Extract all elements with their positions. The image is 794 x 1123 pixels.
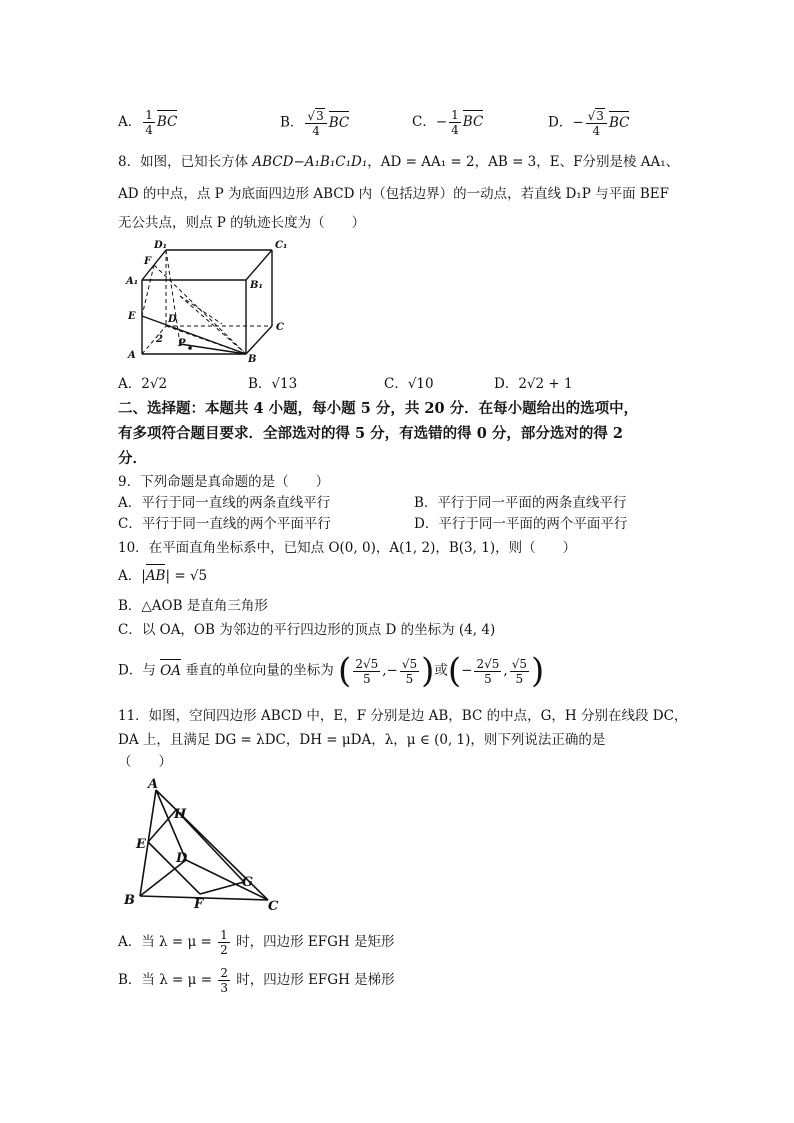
q7-option-c: C．− $\frac{1}{4}$ BC [412,108,484,137]
q11-label-h: H [174,807,187,822]
q9-option-b: B．平行于同一平面的两条直线平行 [414,495,627,511]
q8-label-f: F [144,256,152,267]
q11-label-g: G [242,875,254,890]
q8-stem-line1: 8．如图，已知长方体 ABCD−A₁B₁C₁D₁，AD = AA₁ = 2，AB = 3，E、F分别是棱 AA₁、 [118,154,680,170]
q8-label-d: D [168,314,177,325]
q8-option-c: C．√10 [384,376,434,392]
q10-option-c: C．以 OA，OB 为邻边的平行四边形的顶点 D 的坐标为 (4, 4) [118,622,496,638]
q11-label-c: C [268,899,279,914]
q8-label-2: 2 [156,334,163,345]
q8-label-a1: A₁ [126,276,139,287]
q8-label-c: C [276,322,284,333]
q11-label-b: B [124,893,135,908]
section2-line1: 二、选择题：本题共 4 小题，每小题 5 分，共 20 分．在每小题给出的选项中， [118,400,639,417]
q11-option-a: A．当 λ = μ = $\frac{1}{2}$ 时，四边形 EFGH 是矩形 [118,928,395,957]
q10-option-a: A．|AB| = √5 [118,568,208,584]
q8-option-b: B．√13 [248,376,298,392]
q10-option-b: B．△AOB 是直角三角形 [118,598,268,614]
q8-label-b: B [248,354,257,365]
q9-option-c: C．平行于同一直线的两个平面平行 [118,516,331,532]
q8-label-d1: D₁ [154,240,168,251]
section2-line2: 有多项符合题目要求．全部选对的得 5 分，有选错的得 0 分，部分选对的得 2 [118,425,624,442]
q9-option-a: A．平行于同一直线的两条直线平行 [118,495,331,511]
q8-stem-line2: AD 的中点，点 P 为底面四边形 ABCD 内（包括边界）的一动点，若直线 D₁P 与平面 BEF [118,186,670,202]
q11-stem-line2: DA 上，且满足 DG = λDC，DH = μDA，λ，μ ∈ (0, 1)，则下列说法正确的是 [118,732,606,748]
q8-label-p: P [178,338,186,349]
q11-option-b: B．当 λ = μ = $\frac{2}{3}$ 时，四边形 EFGH 是梯形 [118,966,395,995]
q7-option-d: D．− $\frac{√3}{4}$ BC [548,109,630,138]
q11-tetrahedron-figure [118,776,288,916]
q9-option-d: D．平行于同一平面的两个平面平行 [414,516,628,532]
q7-option-a: A． $\frac{1}{4}$ BC [118,108,178,137]
q8-point-p-dot [188,346,192,350]
q7-option-b: B． $\frac{√3}{4}$ BC [280,109,350,138]
q8-label-e: E [128,311,136,322]
q11-stem-line3: （ ） [118,754,172,770]
q8-label-a: A [128,350,136,361]
q10-option-d: D．与 OA 垂直的单位向量的坐标为 ( $\frac{2√5}{5}$ ,− $\frac{√5}{5}$ )或(− $\frac{2√5}{5}$ , $\frac{√5}{5}$ ) [118,651,545,691]
q11-label-a: A [148,777,159,792]
q11-label-e: E [136,837,146,852]
q8-label-b1: B₁ [250,280,263,291]
q8-option-a: A．2√2 [118,376,168,392]
q11-label-f: F [194,897,204,912]
q11-stem-line1: 11．如图，空间四边形 ABCD 中，E，F 分别是边 AB，BC 的中点，G，H 分别在线段 DC， [118,708,688,724]
q9-stem: 9．下列命题是真命题的是（ ） [118,474,330,490]
q8-stem-line3: 无公共点，则点 P 的轨迹长度为（ ） [118,215,366,231]
section2-line3: 分． [118,450,147,467]
q8-cuboid-figure [120,236,300,366]
q11-label-d: D [176,851,188,866]
q8-option-d: D．2√2 + 1 [494,376,573,392]
q10-stem: 10．在平面直角坐标系中，已知点 O(0, 0)，A(1, 2)，B(3, 1)，则（ ） [118,540,577,556]
q8-label-c1: C₁ [275,240,288,251]
